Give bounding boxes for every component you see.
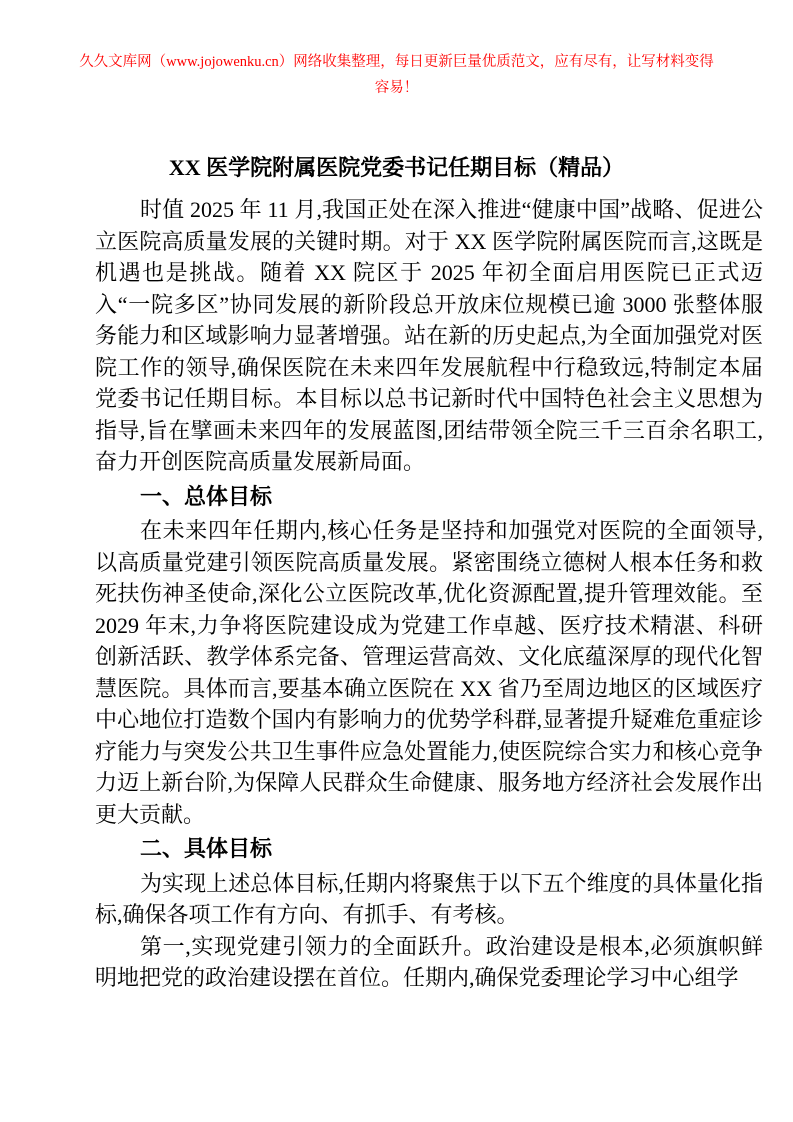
paragraph-specific-goals-intro: 为实现上述总体目标,任期内将聚焦于以下五个维度的具体量化指标,确保各项工作有方向、有抓手、有考核。 bbox=[95, 870, 763, 927]
site-watermark-notice: 久久文库网（www.jojowenku.cn）网络收集整理，每日更新巨量优质范文，应有尽有，让写材料变得容易！ bbox=[79, 54, 714, 96]
paragraph-overall-goals: 在未来四年任期内,核心任务是坚持和加强党对医院的全面领导,以高质量党建引领医院高质量发展。紧密围绕立德树人根本任务和救死扶伤神圣使命,深化公立医院改革,优化资源配置,提升管理效能。至 2029 年末,力争将医院建设成为党建工作卓越、医疗技术精湛、科研创新活跃、教学体系完备、管理运营高效、文化底蕴深厚的现代化智慧医院。具体而言,要基本确立医院在 XX 省乃至周边地区的区域医疗中心地位打造数个国内有影响力的优势学科群,显著提升疑难危重症诊疗能力与突发公共卫生事件应急处置能力,使医院综合实力和核心竞争力迈上新台阶,为保障人民群众生命健康、服务地方经济社会发展作出更大贡献。 bbox=[95, 518, 763, 827]
document-body bbox=[95, 194, 763, 994]
document-title: XX 医学院附属医院党委书记任期目标（精品） bbox=[168, 155, 625, 180]
section-heading-overall-goals: 一、总体目标 bbox=[140, 483, 273, 509]
section-heading-specific-goals: 二、具体目标 bbox=[140, 836, 273, 861]
paragraph-intro: 时值 2025 年 11 月,我国正处在深入推进“健康中国”战略、促进公立医院高质量发展的关键时期。对于 XX 医学院附属医院而言,这既是机遇也是挑战。随着 XX 院区于 2025 年初全面启用医院已正式迈入“一院多区”协同发展的新阶段总开放床位规模已逾 3000 张整体服务能力和区域影响力显著增强。站在新的历史起点,为全面加强党对医院工作的领导,确保医院在未来四年发展航程中行稳致远,特制定本届党委书记任期目标。本目标以总书记新时代中国特色社会主义思想为指导,旨在擘画未来四年的发展蓝图,团结带领全院三千三百余名职工,奋力开创医院高质量发展新局面。 bbox=[95, 197, 763, 474]
paragraph-first-goal: 第一,实现党建引领力的全面跃升。政治建设是根本,必须旗帜鲜明地把党的政治建设摆在首位。任期内,确保党委理论学习中心组学 bbox=[95, 933, 763, 990]
